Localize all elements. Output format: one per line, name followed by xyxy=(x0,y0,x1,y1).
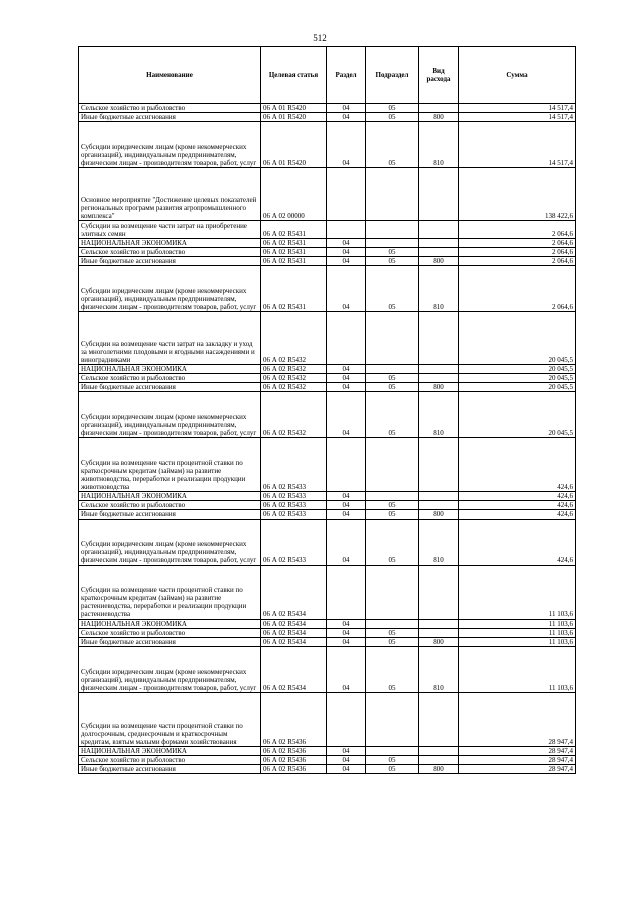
cell-target: 06 А 02 R5436 xyxy=(261,692,327,746)
table-row xyxy=(79,637,576,646)
page-number: 512 xyxy=(313,33,327,43)
cell-target: 06 А 02 R5436 xyxy=(261,755,327,764)
cell-amount: 14 517,4 xyxy=(459,113,576,122)
cell-expense-type xyxy=(419,221,459,239)
cell-expense-type: 800 xyxy=(419,637,459,646)
cell-target: 06 А 02 R5432 xyxy=(261,312,327,365)
cell-subsection xyxy=(366,619,419,628)
cell-section: 04 xyxy=(327,239,366,248)
cell-subsection: 05 xyxy=(366,248,419,257)
cell-amount: 28 947,4 xyxy=(459,746,576,755)
cell-section: 04 xyxy=(327,104,366,113)
cell-target: 06 А 02 R5434 xyxy=(261,646,327,692)
cell-amount: 11 103,6 xyxy=(459,619,576,628)
cell-section: 04 xyxy=(327,619,366,628)
cell-section: 04 xyxy=(327,122,366,168)
table-row xyxy=(79,168,576,221)
table-header-row xyxy=(79,47,576,104)
cell-subsection: 05 xyxy=(366,392,419,438)
table-row xyxy=(79,755,576,764)
cell-section: 04 xyxy=(327,646,366,692)
cell-subsection: 05 xyxy=(366,104,419,113)
cell-name: НАЦИОНАЛЬНАЯ ЭКОНОМИКА xyxy=(79,239,261,248)
table-row xyxy=(79,619,576,628)
cell-amount: 424,6 xyxy=(459,501,576,510)
cell-name: Сельское хозяйство и рыболовство xyxy=(79,501,261,510)
cell-expense-type xyxy=(419,628,459,637)
cell-section: 04 xyxy=(327,637,366,646)
cell-name: Сельское хозяйство и рыболовство xyxy=(79,755,261,764)
cell-subsection: 05 xyxy=(366,383,419,392)
cell-expense-type xyxy=(419,438,459,492)
cell-target: 06 А 02 R5433 xyxy=(261,438,327,492)
table-row xyxy=(79,492,576,501)
cell-target: 06 А 02 R5432 xyxy=(261,392,327,438)
cell-target: 06 А 02 R5433 xyxy=(261,519,327,565)
cell-name: Иные бюджетные ассигнования xyxy=(79,637,261,646)
cell-amount: 138 422,6 xyxy=(459,168,576,221)
cell-amount: 11 103,6 xyxy=(459,565,576,619)
cell-section xyxy=(327,692,366,746)
cell-subsection xyxy=(366,239,419,248)
cell-subsection: 05 xyxy=(366,266,419,312)
cell-amount: 424,6 xyxy=(459,510,576,519)
cell-amount: 11 103,6 xyxy=(459,646,576,692)
table-row xyxy=(79,312,576,365)
cell-section: 04 xyxy=(327,383,366,392)
cell-subsection: 05 xyxy=(366,510,419,519)
cell-name: Сельское хозяйство и рыболовство xyxy=(79,104,261,113)
cell-target: 06 А 02 R5432 xyxy=(261,383,327,392)
table-row xyxy=(79,565,576,619)
cell-target: 06 А 01 R5420 xyxy=(261,104,327,113)
cell-name: Субсидии на возмещение части затрат на закладку и уход за многолетними плодовыми и ягодными насаждениями и виноградниками xyxy=(79,312,261,365)
cell-expense-type: 810 xyxy=(419,392,459,438)
cell-amount: 11 103,6 xyxy=(459,637,576,646)
cell-name: Субсидии юридическим лицам (кроме некоммерческих организаций), индивидуальным предпринимателям, физическим лицам - производителям товаров, работ, услуг xyxy=(79,519,261,565)
cell-expense-type xyxy=(419,168,459,221)
cell-name: Сельское хозяйство и рыболовство xyxy=(79,248,261,257)
cell-expense-type: 810 xyxy=(419,519,459,565)
cell-target: 06 А 02 R5436 xyxy=(261,764,327,773)
cell-section: 04 xyxy=(327,113,366,122)
table-row xyxy=(79,746,576,755)
cell-expense-type: 810 xyxy=(419,122,459,168)
header-amount: Сумма xyxy=(459,47,576,104)
table-body xyxy=(79,104,576,774)
cell-amount: 28 947,4 xyxy=(459,692,576,746)
cell-expense-type xyxy=(419,755,459,764)
header-section: Раздел xyxy=(327,47,366,104)
table-row xyxy=(79,374,576,383)
cell-amount: 20 045,5 xyxy=(459,374,576,383)
cell-target: 06 А 02 00000 xyxy=(261,168,327,221)
budget-table xyxy=(78,46,576,774)
cell-section: 04 xyxy=(327,510,366,519)
table-row xyxy=(79,383,576,392)
cell-target: 06 А 02 R5431 xyxy=(261,257,327,266)
cell-name: Субсидии юридическим лицам (кроме некоммерческих организаций), индивидуальным предпринимателям, физическим лицам - производителям товаров, работ, услуг xyxy=(79,646,261,692)
cell-amount: 2 064,6 xyxy=(459,257,576,266)
cell-target: 06 А 02 R5431 xyxy=(261,221,327,239)
cell-amount: 20 045,5 xyxy=(459,312,576,365)
cell-section: 04 xyxy=(327,392,366,438)
cell-amount: 20 045,5 xyxy=(459,383,576,392)
cell-amount: 424,6 xyxy=(459,492,576,501)
cell-expense-type xyxy=(419,239,459,248)
cell-section: 04 xyxy=(327,365,366,374)
cell-expense-type: 800 xyxy=(419,764,459,773)
cell-subsection xyxy=(366,492,419,501)
cell-section: 04 xyxy=(327,746,366,755)
header-subsection: Подраздел xyxy=(366,47,419,104)
cell-expense-type: 800 xyxy=(419,257,459,266)
cell-subsection: 05 xyxy=(366,755,419,764)
cell-amount: 424,6 xyxy=(459,519,576,565)
cell-subsection xyxy=(366,565,419,619)
cell-section xyxy=(327,565,366,619)
header-expense-type: Вид расхода xyxy=(419,47,459,104)
cell-expense-type: 810 xyxy=(419,646,459,692)
table-row xyxy=(79,438,576,492)
table-row xyxy=(79,104,576,113)
cell-amount: 28 947,4 xyxy=(459,755,576,764)
cell-section: 04 xyxy=(327,492,366,501)
cell-expense-type: 810 xyxy=(419,266,459,312)
cell-name: Субсидии на возмещение части процентной ставки по краткосрочным кредитам (займам) на развитие растениеводства, переработки и реализации продукции растениеводства xyxy=(79,565,261,619)
cell-subsection xyxy=(366,365,419,374)
cell-target: 06 А 02 R5431 xyxy=(261,239,327,248)
cell-target: 06 А 02 R5432 xyxy=(261,374,327,383)
cell-section: 04 xyxy=(327,501,366,510)
cell-name: Субсидии юридическим лицам (кроме некоммерческих организаций), индивидуальным предпринимателям, физическим лицам - производителям товаров, работ, услуг xyxy=(79,122,261,168)
cell-subsection xyxy=(366,746,419,755)
cell-section xyxy=(327,168,366,221)
cell-amount: 11 103,6 xyxy=(459,628,576,637)
cell-section xyxy=(327,312,366,365)
cell-amount: 28 947,4 xyxy=(459,764,576,773)
cell-target: 06 А 02 R5434 xyxy=(261,619,327,628)
cell-amount: 14 517,4 xyxy=(459,104,576,113)
cell-name: Сельское хозяйство и рыболовство xyxy=(79,374,261,383)
cell-name: Иные бюджетные ассигнования xyxy=(79,113,261,122)
cell-name: Основное мероприятие "Достижение целевых показателей региональных программ развития агропромышленного комплекса" xyxy=(79,168,261,221)
cell-name: НАЦИОНАЛЬНАЯ ЭКОНОМИКА xyxy=(79,365,261,374)
cell-subsection xyxy=(366,438,419,492)
table-row xyxy=(79,510,576,519)
cell-target: 06 А 02 R5433 xyxy=(261,492,327,501)
cell-name: НАЦИОНАЛЬНАЯ ЭКОНОМИКА xyxy=(79,619,261,628)
cell-name: Сельское хозяйство и рыболовство xyxy=(79,628,261,637)
cell-section xyxy=(327,221,366,239)
header-target: Целевая статья xyxy=(261,47,327,104)
cell-expense-type xyxy=(419,492,459,501)
cell-amount: 20 045,5 xyxy=(459,392,576,438)
cell-section: 04 xyxy=(327,374,366,383)
cell-amount: 14 517,4 xyxy=(459,122,576,168)
cell-target: 06 А 01 R5420 xyxy=(261,122,327,168)
cell-subsection: 05 xyxy=(366,374,419,383)
cell-section: 04 xyxy=(327,248,366,257)
cell-name: Субсидии на возмещение части затрат на приобретение элитных семян xyxy=(79,221,261,239)
cell-subsection: 05 xyxy=(366,646,419,692)
cell-name: Иные бюджетные ассигнования xyxy=(79,764,261,773)
cell-subsection: 05 xyxy=(366,519,419,565)
cell-section: 04 xyxy=(327,266,366,312)
cell-subsection: 05 xyxy=(366,257,419,266)
table-row xyxy=(79,365,576,374)
cell-section: 04 xyxy=(327,519,366,565)
cell-target: 06 А 02 R5436 xyxy=(261,746,327,755)
cell-expense-type xyxy=(419,565,459,619)
table-row xyxy=(79,519,576,565)
cell-target: 06 А 02 R5431 xyxy=(261,248,327,257)
cell-amount: 20 045,5 xyxy=(459,365,576,374)
cell-target: 06 А 02 R5434 xyxy=(261,628,327,637)
cell-subsection xyxy=(366,168,419,221)
cell-expense-type xyxy=(419,312,459,365)
table-row xyxy=(79,392,576,438)
cell-subsection: 05 xyxy=(366,113,419,122)
table-row xyxy=(79,501,576,510)
cell-expense-type: 800 xyxy=(419,383,459,392)
cell-name: Субсидии на возмещение части процентной ставки по долгосрочным, среднесрочным и краткосрочным кредитам, взятым малыми формами хозяйствования xyxy=(79,692,261,746)
cell-target: 06 А 02 R5433 xyxy=(261,510,327,519)
cell-subsection xyxy=(366,312,419,365)
table-row xyxy=(79,221,576,239)
cell-section xyxy=(327,438,366,492)
cell-section: 04 xyxy=(327,764,366,773)
table-row xyxy=(79,266,576,312)
cell-subsection: 05 xyxy=(366,764,419,773)
cell-name: Субсидии юридическим лицам (кроме некоммерческих организаций), индивидуальным предпринимателям, физическим лицам - производителям товаров, работ, услуг xyxy=(79,266,261,312)
cell-name: Иные бюджетные ассигнования xyxy=(79,257,261,266)
cell-target: 06 А 02 R5434 xyxy=(261,637,327,646)
cell-section: 04 xyxy=(327,257,366,266)
cell-amount: 424,6 xyxy=(459,438,576,492)
cell-expense-type xyxy=(419,501,459,510)
cell-expense-type xyxy=(419,248,459,257)
cell-expense-type xyxy=(419,746,459,755)
cell-name: НАЦИОНАЛЬНАЯ ЭКОНОМИКА xyxy=(79,492,261,501)
cell-expense-type xyxy=(419,692,459,746)
cell-section: 04 xyxy=(327,628,366,637)
cell-name: Субсидии на возмещение части процентной ставки по краткосрочным кредитам (займам) на развитие животноводства, переработки и реализации продукции животноводства xyxy=(79,438,261,492)
cell-amount: 2 064,6 xyxy=(459,221,576,239)
cell-target: 06 А 02 R5434 xyxy=(261,565,327,619)
table-row xyxy=(79,113,576,122)
cell-expense-type xyxy=(419,374,459,383)
cell-amount: 2 064,6 xyxy=(459,248,576,257)
cell-subsection: 05 xyxy=(366,637,419,646)
cell-expense-type xyxy=(419,619,459,628)
cell-expense-type xyxy=(419,104,459,113)
cell-name: НАЦИОНАЛЬНАЯ ЭКОНОМИКА xyxy=(79,746,261,755)
table-row xyxy=(79,628,576,637)
cell-name: Иные бюджетные ассигнования xyxy=(79,510,261,519)
table-row xyxy=(79,646,576,692)
cell-target: 06 А 01 R5420 xyxy=(261,113,327,122)
cell-subsection: 05 xyxy=(366,501,419,510)
cell-expense-type xyxy=(419,365,459,374)
cell-subsection: 05 xyxy=(366,122,419,168)
table-row xyxy=(79,248,576,257)
cell-amount: 2 064,6 xyxy=(459,266,576,312)
table-row xyxy=(79,122,576,168)
header-name: Наименование xyxy=(79,47,261,104)
cell-section: 04 xyxy=(327,755,366,764)
cell-name: Иные бюджетные ассигнования xyxy=(79,383,261,392)
cell-target: 06 А 02 R5433 xyxy=(261,501,327,510)
cell-amount: 2 064,6 xyxy=(459,239,576,248)
cell-target: 06 А 02 R5431 xyxy=(261,266,327,312)
cell-subsection xyxy=(366,692,419,746)
cell-subsection xyxy=(366,221,419,239)
table-row xyxy=(79,239,576,248)
cell-name: Субсидии юридическим лицам (кроме некоммерческих организаций), индивидуальным предпринимателям, физическим лицам - производителям товаров, работ, услуг xyxy=(79,392,261,438)
table-row xyxy=(79,692,576,746)
cell-subsection: 05 xyxy=(366,628,419,637)
cell-expense-type: 800 xyxy=(419,510,459,519)
table-row xyxy=(79,764,576,773)
cell-expense-type: 800 xyxy=(419,113,459,122)
table-row xyxy=(79,257,576,266)
cell-target: 06 А 02 R5432 xyxy=(261,365,327,374)
